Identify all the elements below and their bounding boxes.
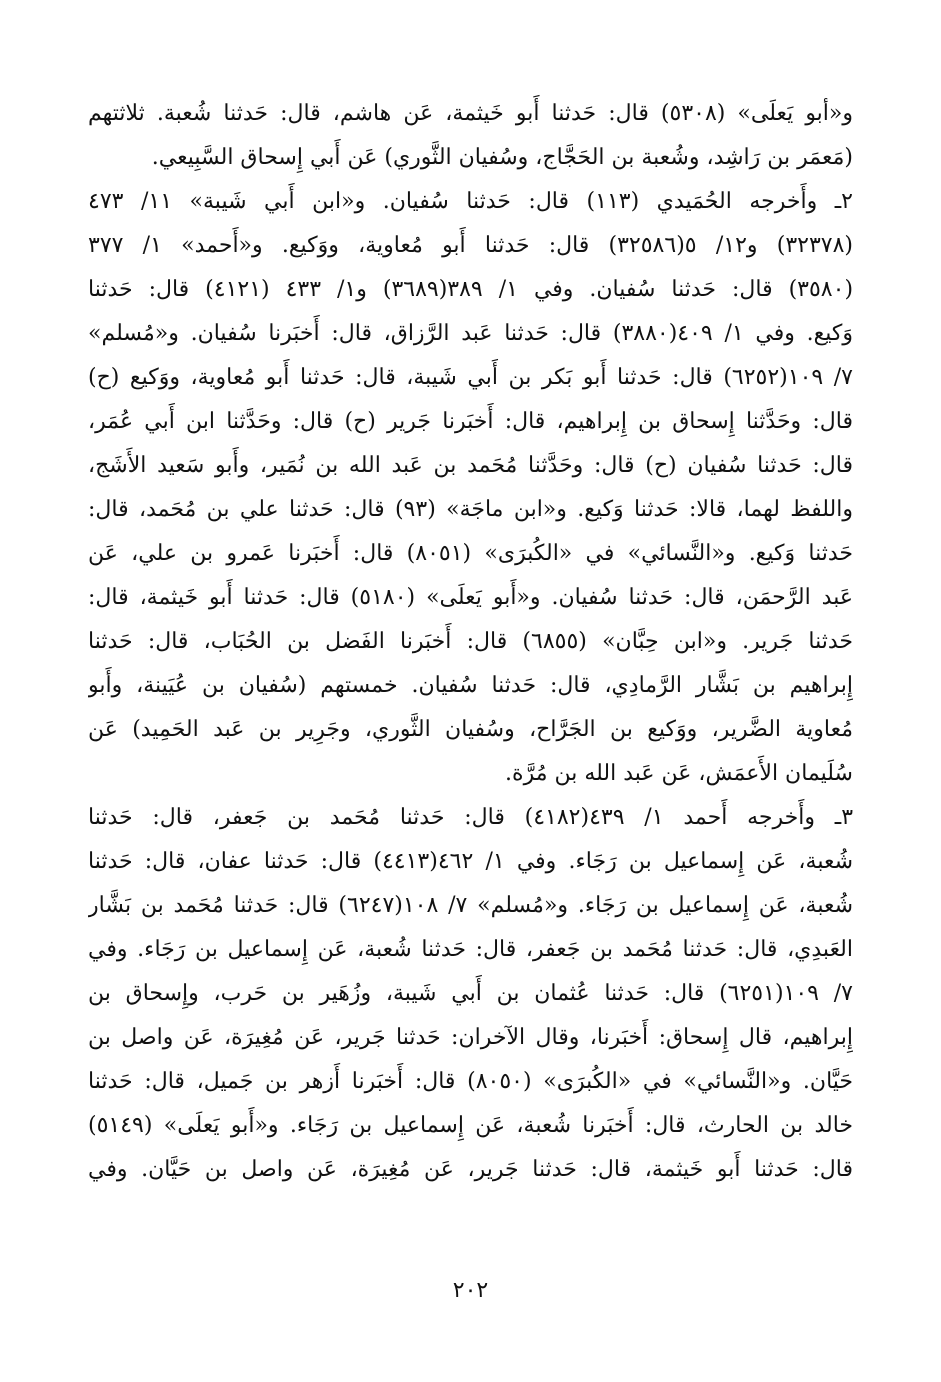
text-line: (٣٢٣٧٨) و١٢/ ٥(٣٢٥٨٦) قال: حَدثنا أَبو مُعاوية، ووَكيع. و«أَحمد» ١/ ٣٧٧: [88, 233, 853, 258]
text-line: إِبراهيم بن بَشَّار الرَّمادِي، قال: حَدثنا سُفيان. خمستهم (سُفيان بن عُيَينة، وأَبو: [88, 673, 853, 698]
text-line: وَكيع. وفي ١/ ٤٠٩(٣٨٨٠) قال: حَدثنا عَبد الرَّزاق، قال: أَخبَرنا سُفيان. و«مُسلم»: [88, 321, 853, 346]
text-line: العَبدِي، قال: حَدثنا مُحَمد بن جَعفر، قال: حَدثنا شُعبة، عَن إِسماعيل بن رَجَاء. وفي: [88, 937, 853, 962]
text-line: حَدثنا وَكيع. و«النَّسائي» في «الكُبرَى» (٨٠٥١) قال: أَخبَرنا عَمرو بن علي، عَن: [88, 541, 853, 566]
paragraph-2: [88, 180, 853, 796]
paragraph-3: [88, 796, 853, 1192]
text-line: حَدثنا جَرير. و«ابن حِبَّان» (٦٨٥٥) قال: أَخبَرنا الفَضل بن الحُبَاب، قال: حَدثنا: [88, 629, 853, 654]
text-line: (٣٥٨٠) قال: حَدثنا سُفيان. وفي ١/ ٣٨٩(٣٦٨٩) و١/ ٤٣٣ (٤١٢١) قال: حَدثنا: [88, 277, 853, 302]
book-page: [88, 92, 853, 1192]
text-line: شُعبة، عَن إِسماعيل بن رَجَاء. و«مُسلم» ٧/ ١٠٨(٦٢٤٧) قال: حَدثنا مُحَمد بن بَشَّار: [88, 893, 853, 918]
text-line: و«أبو يَعلَى» (٥٣٠٨) قال: حَدثنا أَبو خَيثمة، عَن هاشم، قال: حَدثنا شُعبة. ثلاثتهم: [88, 101, 853, 126]
text-line: ٧/ ١٠٩(٦٢٥١) قال: حَدثنا عُثمان بن أَبي شَيبة، وزُهَير بن حَرب، وإِسحاق بن: [88, 981, 853, 1006]
text-line: خالد بن الحارث، قال: أَخبَرنا شُعبة، عَن إِسماعيل بن رَجَاء. و«أَبو يَعلَى» (٥١٤٩): [88, 1113, 853, 1138]
text-line: قال: حَدثنا سُفيان (ح) قال: وحَدَّثنا مُحَمد بن عَبد الله بن نُمَير، وأَبو سَعيد الأَشَج،: [88, 453, 853, 478]
text-line: ٢ـ وأَخرجه الحُمَيدي (١١٣) قال: حَدثنا سُفيان. و«ابن أَبي شَيبة» ١١/ ٤٧٣: [88, 189, 853, 214]
page-number: ٢٠٢: [452, 1278, 489, 1303]
text-line: (مَعمَر بن رَاشِد، وشُعبة بن الحَجَّاج، وسُفيان الثَّوري) عَن أَبي إِسحاق السَّبِيعي.: [151, 145, 853, 170]
text-line: ٧/ ١٠٩(٦٢٥٢) قال: حَدثنا أَبو بَكر بن أَبي شَيبة، قال: حَدثنا أَبو مُعاوية، ووَكيع (ح): [88, 365, 853, 390]
text-line: حَيَّان. و«النَّسائي» في «الكُبرَى» (٨٠٥٠) قال: أَخبَرنا أَزهر بن جَميل، قال: حَدثنا: [88, 1069, 853, 1094]
text-line: قال: حَدثنا أَبو خَيثمة، قال: حَدثنا جَرير، عَن مُغِيرَة، عَن واصل بن حَيَّان. وفي: [88, 1157, 853, 1182]
text-line: واللفظ لهما، قالا: حَدثنا وَكيع. و«ابن ماجَة» (٩٣) قال: حَدثنا علي بن مُحَمد، قال:: [88, 497, 853, 522]
paragraph-continuation: [88, 92, 853, 180]
text-line: ٣ـ وأَخرجه أَحمد ١/ ٤٣٩(٤١٨٢) قال: حَدثنا مُحَمد بن جَعفر، قال: حَدثنا: [88, 805, 853, 830]
text-line: سُلَيمان الأَعمَش، عَن عَبد الله بن مُرَّة.: [505, 761, 853, 786]
text-line: قال: وحَدَّثنا إِسحاق بن إِبراهيم، قال: أَخبَرنا جَرير (ح) قال: وحَدَّثنا ابن أَبي عُمَر،: [88, 409, 853, 434]
text-line: عَبد الرَّحمَن، قال: حَدثنا سُفيان. و«أَبو يَعلَى» (٥١٨٠) قال: حَدثنا أَبو خَيثمة، قال:: [88, 585, 853, 610]
text-line: شُعبة، عَن إِسماعيل بن رَجَاء. وفي ١/ ٤٦٢(٤٤١٣) قال: حَدثنا عفان، قال: حَدثنا: [88, 849, 853, 874]
text-line: إِبراهيم، قال إِسحاق: أَخبَرنا، وقال الآخران: حَدثنا جَرير، عَن مُغِيرَة، عَن واصل بن: [88, 1025, 853, 1050]
text-line: مُعاوية الضَّرير، ووَكيع بن الجَرَّاح، وسُفيان الثَّوري، وجَرِير بن عَبد الحَمِيد) عَن: [88, 717, 853, 742]
